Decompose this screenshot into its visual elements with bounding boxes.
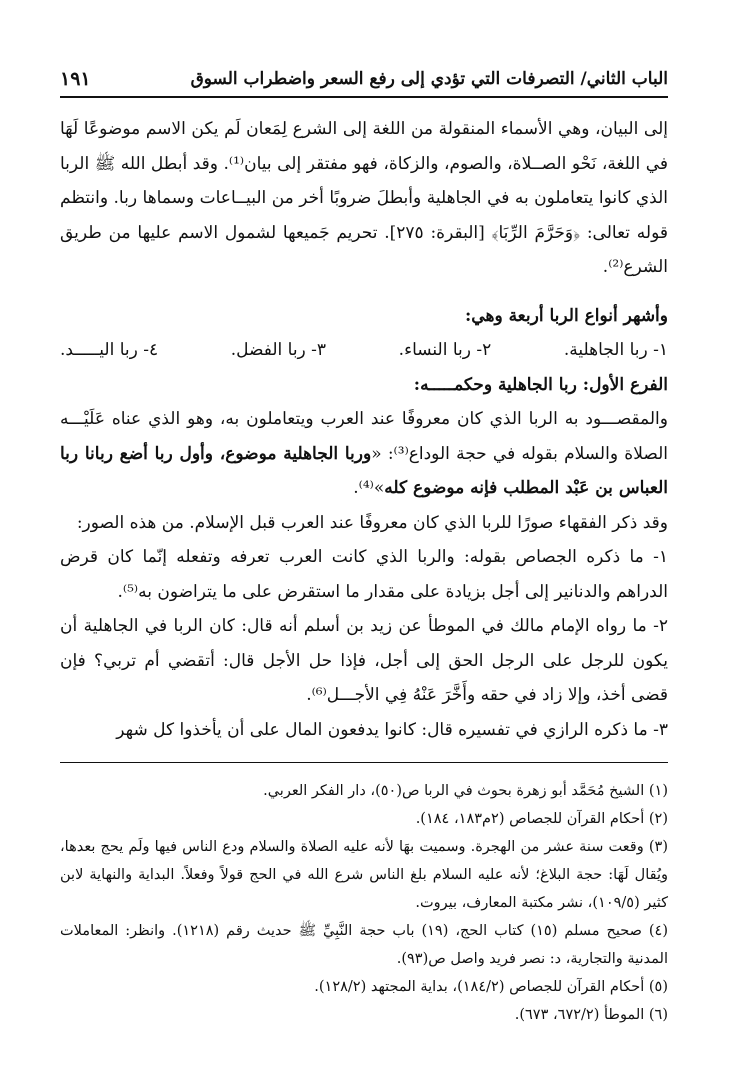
- riba-type-item: ٢- ربا النساء.: [398, 340, 492, 360]
- hadith-intro: والمقصـــود به الربا الذي كان معروفًا عند العرب ويتعاملون به، وهو الذي عناه عَلَيْـــه الصلاة والسلام بقوله في حجة الوداع⁽³⁾: «: [60, 409, 668, 464]
- paragraph-razi: ٣- ما ذكره الرازي في تفسيره قال: كانوا يدفعون المال على أن يأخذوا كل شهر: [116, 719, 668, 740]
- hadith-quote: وربا الجاهلية موضوع، وأول ربا أضع ربانا ربا العباس بن عَبْد المطلب فإنه موضوع كله: [60, 443, 668, 498]
- page-number: ١٩١: [60, 68, 91, 90]
- paragraph-hadith: [60, 402, 668, 506]
- footnote: (٤) صحيح مسلم (١٥) كتاب الحج، (١٩) باب حجة النَّبِيِّ ﷺ حديث رقم (١٢١٨). وانظر: المعاملات المدنية والتجارية، د: نصر فريد واصل ص(٩٣).: [60, 923, 668, 967]
- footnote: (٣) وقعت سنة عشر من الهجرة. وسميت بهَا لأنه عليه الصلاة والسلام ودع الناس فيها ولَم يحج بعدها، ويُقال لَهَا: حجة البلاغ؛ لأنه عليه السلام بلغ الناس شرع الله في الحج قولاً وفعلاً. البداية والنهاية لابن كثير (١٠٩/٥)، نشر مكتبة المعارف، بيروت.: [60, 839, 668, 911]
- paragraph-jassas: ١- ما ذكره الجصاص بقوله: والربا الذي كانت العرب تعرفه وتفعله إنّما كان قرض الدراهم والدنانير إلى أجل بزيادة على مقدار ما استقرض على ما يتراضون به⁽⁵⁾.: [60, 547, 668, 602]
- footnote: (١) الشيخ مُحَمَّد أبو زهرة بحوث في الربا ص(٥٠)، دار الفكر العربي.: [263, 783, 668, 799]
- paragraph-forms: وقد ذكر الفقهاء صورًا للربا الذي كان معروفًا عند العرب قبل الإسلام. من هذه الصور:: [76, 512, 668, 533]
- riba-types-list: [60, 333, 668, 368]
- footnote: (٢) أحكام القرآن للجصاص (٢م١٨٣، ١٨٤).: [415, 811, 668, 827]
- footnote: (٦) الموطأ (٦٧٢/٢، ٦٧٣).: [514, 1007, 668, 1023]
- types-heading: وأشهر أنواع الربا أربعة وهي:: [465, 305, 668, 326]
- riba-type-item: ١- ربا الجاهلية.: [563, 340, 668, 360]
- branch-heading: الفرع الأول: ربا الجاهلية وحكمـــــه:: [413, 374, 668, 395]
- paragraph-malik: ٢- ما رواه الإمام مالك في الموطأ عن زيد بن أسلم أنه قال: كان الربا في الجاهلية أن يكون للرجل على الرجل الحق إلى أجل، فإذا حل الأجل قال: أتقضي أم تربي؟ فإن قضى أخذ، وإلا زاد في حقه وأَخَّرَ عَنْهُ فِي الأجـــل⁽⁶⁾.: [60, 616, 668, 705]
- footnotes: [60, 762, 668, 1029]
- footnote: (٥) أحكام القرآن للجصاص (١٨٤/٢)، بداية المجتهد (١٢٨/٢).: [314, 979, 668, 995]
- running-title: الباب الثاني/ التصرفات التي تؤدي إلى رفع السعر واضطراب السوق: [190, 69, 668, 89]
- main-text: [60, 112, 668, 747]
- riba-type-item: ٤- ربا اليـــــد.: [60, 340, 159, 360]
- paragraph-intro: إلى البيان، وهي الأسماء المنقولة من اللغة إلى الشرع لِمَعان لَم يكن الاسم موضوعًا لَهَا في اللغة، نَحْو الصــلاة، والصوم، والزكاة، فهو مفتقر إلى بيان⁽¹⁾. وقد أبطل الله ﷺ الربا الذي كانوا يتعاملون به في الجاهلية وأبطلَ ضروبًا أخر من البيــاعات وسماها ربا. وانتظم قوله تعالى: ﴿وَحَرَّمَ الرِّبَا﴾ [البقرة: ٢٧٥]. تحريم جَميعها لشمول الاسم عليها من طريق الشرع⁽²⁾.: [60, 119, 668, 277]
- riba-type-item: ٣- ربا الفضل.: [230, 340, 327, 360]
- page-header: [60, 62, 668, 98]
- hadith-close: »⁽⁴⁾.: [353, 478, 385, 498]
